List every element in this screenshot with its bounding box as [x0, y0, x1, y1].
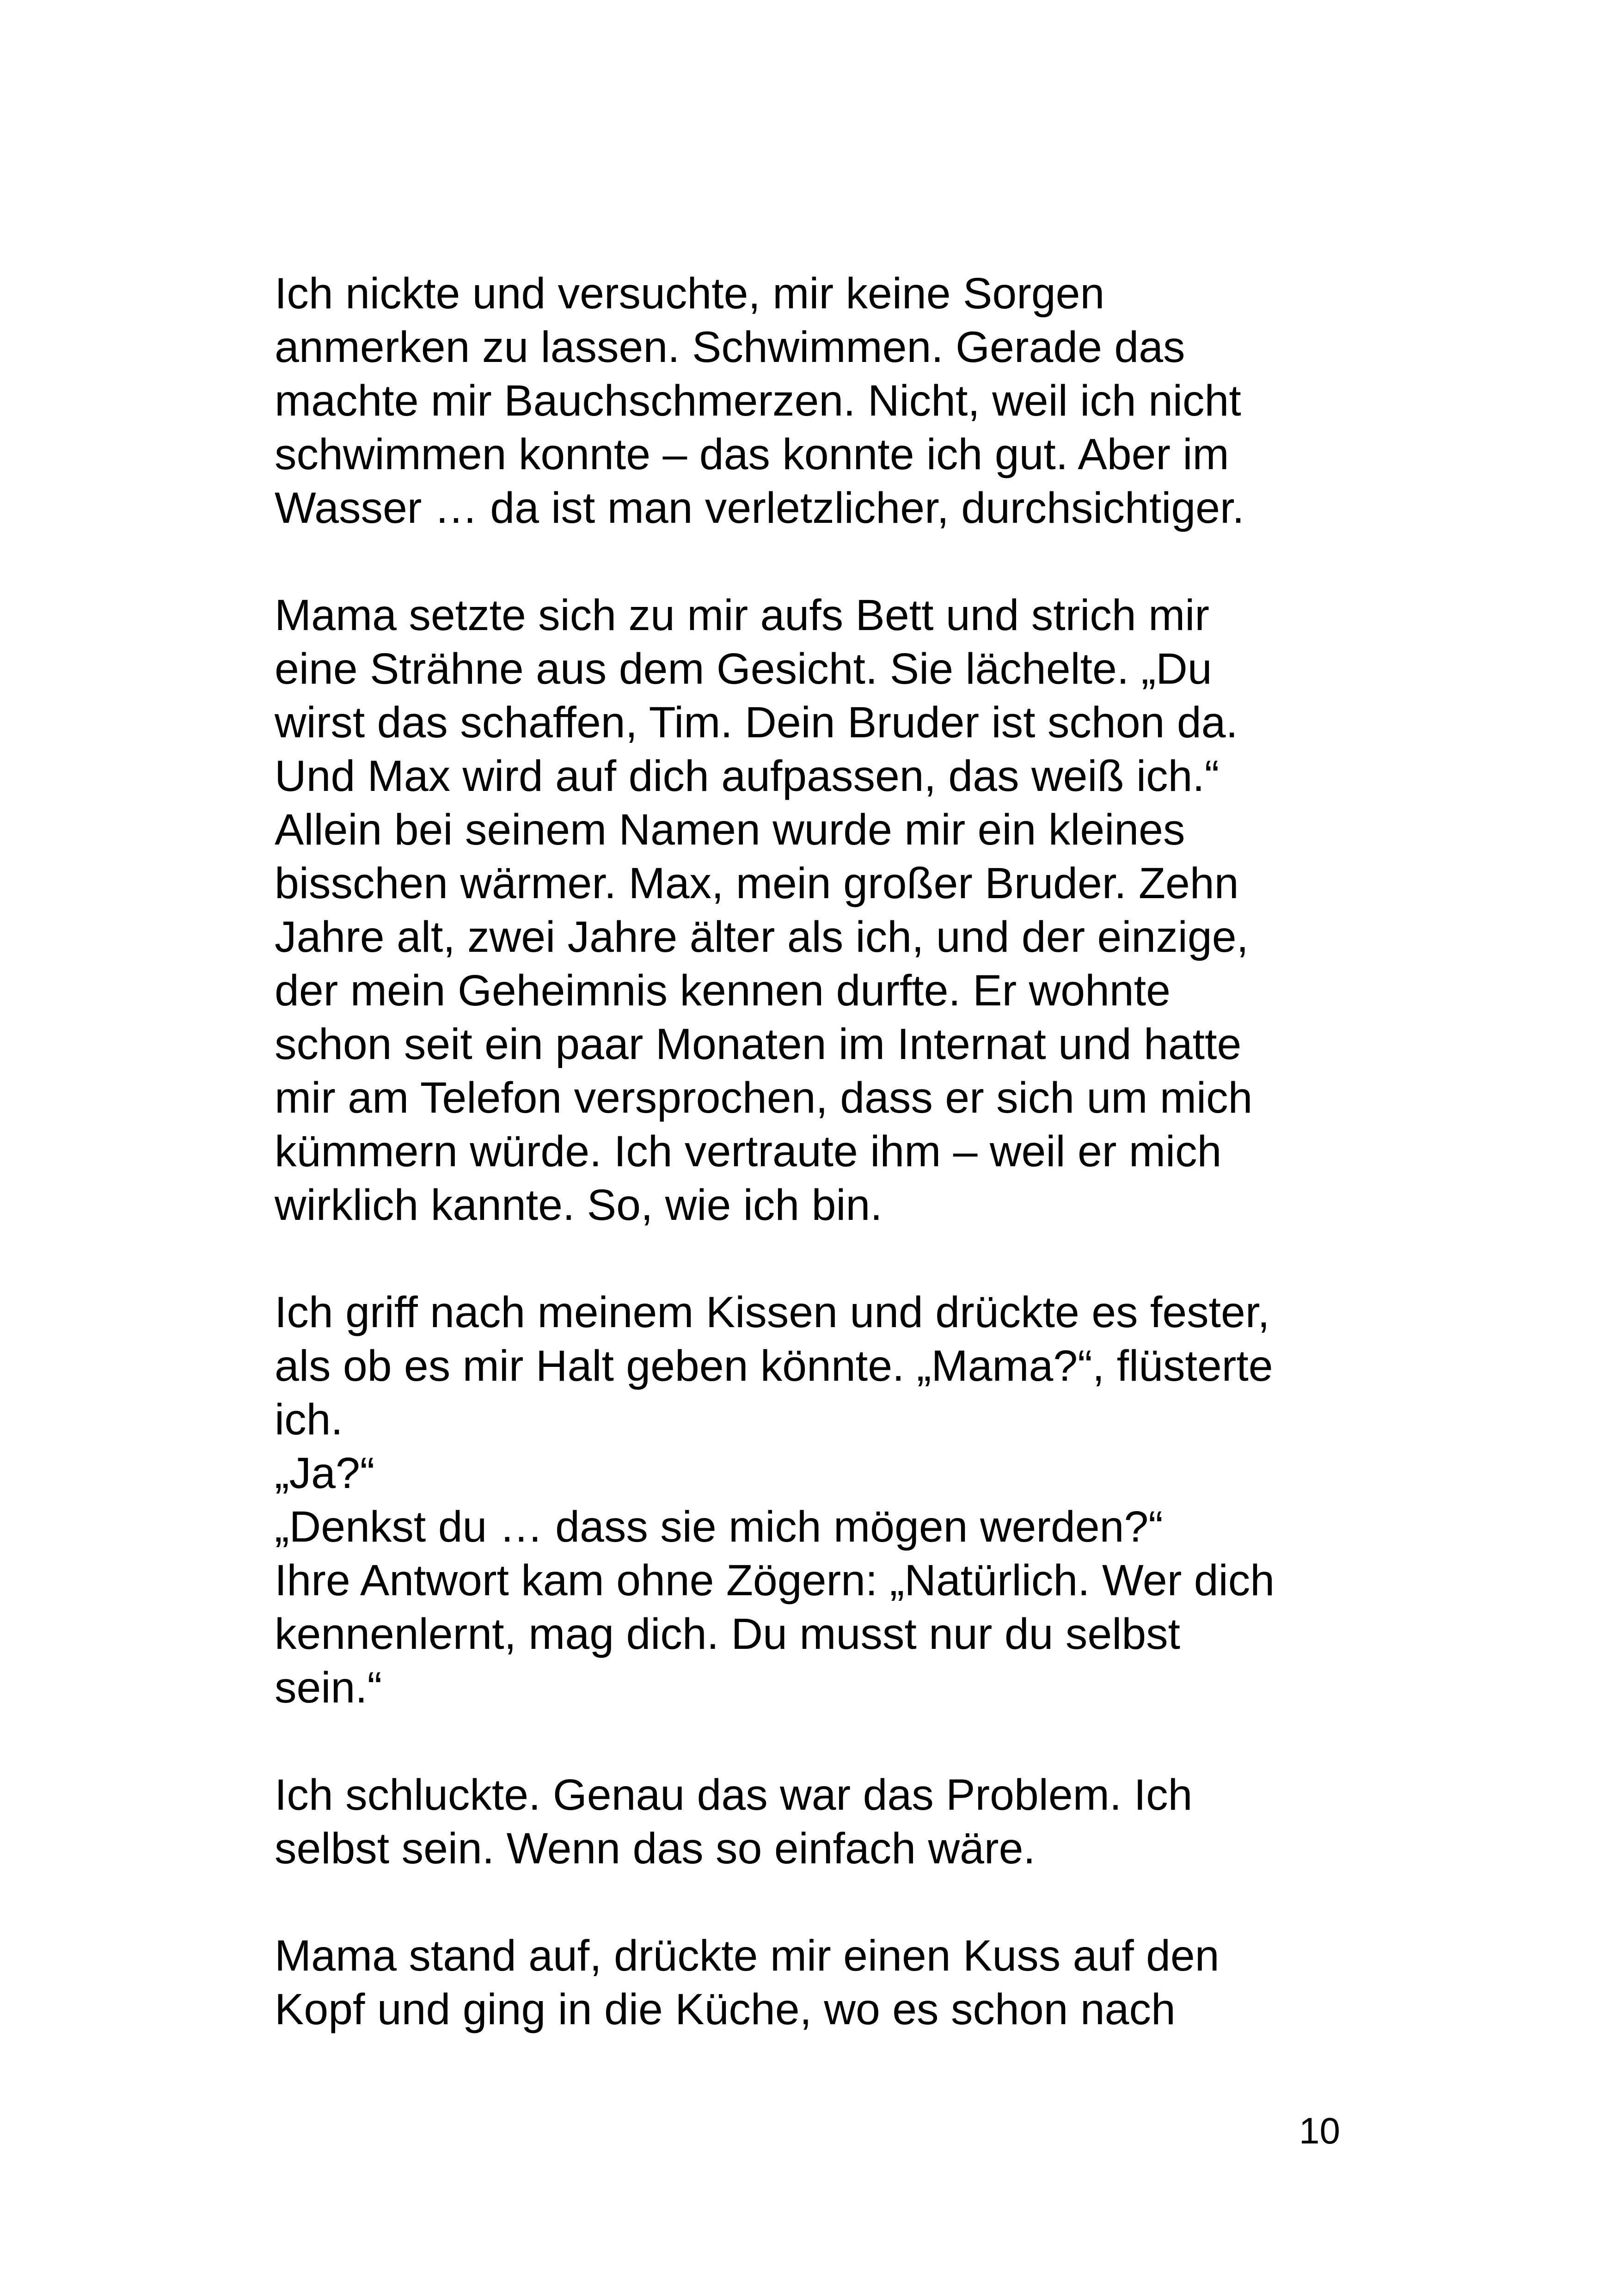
text-line: wirst das schaffen, Tim. Dein Bruder ist schon da. [275, 698, 1238, 747]
text-line: wirklich kannte. So, wie ich bin. [275, 1181, 883, 1230]
text-line: bisschen wärmer. Max, mein großer Bruder. Zehn [275, 859, 1239, 908]
text-line: anmerken zu lassen. Schwimmen. Gerade das [275, 323, 1185, 372]
text-line: Mama setzte sich zu mir aufs Bett und strich mir [275, 591, 1209, 640]
paragraph-gap [275, 1232, 1393, 1286]
paragraph-gap [275, 1714, 1393, 1768]
text-line: machte mir Bauchschmerzen. Nicht, weil ich nicht [275, 376, 1241, 425]
text-line: „Denkst du … dass sie mich mögen werden?“ [275, 1502, 1163, 1551]
text-line: Allein bei seinem Namen wurde mir ein kleines [275, 805, 1185, 854]
text-line: eine Strähne aus dem Gesicht. Sie lächelte. „Du [275, 644, 1212, 693]
text-line: als ob es mir Halt geben könnte. „Mama?“, flüsterte [275, 1341, 1273, 1390]
paragraph-2 [275, 588, 1393, 1232]
paragraph-gap [275, 535, 1393, 588]
text-line: Mama stand auf, drückte mir einen Kuss auf den [275, 1931, 1220, 1980]
text-line: der mein Geheimnis kennen durfte. Er wohnte [275, 966, 1171, 1015]
text-line: kennenlernt, mag dich. Du musst nur du selbst [275, 1610, 1181, 1659]
text-line: Ihre Antwort kam ohne Zögern: „Natürlich. Wer dich [275, 1556, 1275, 1605]
text-line: mir am Telefon versprochen, dass er sich um mich [275, 1073, 1253, 1122]
paragraph-4 [275, 1768, 1393, 1875]
text-line: Und Max wird auf dich aufpassen, das weiß ich.“ [275, 752, 1220, 801]
text-line: schon seit ein paar Monaten im Internat und hatte [275, 1020, 1242, 1069]
text-line: ich. [275, 1395, 343, 1444]
text-line: „Ja?“ [275, 1449, 375, 1498]
text-line: Ich nickte und versuchte, mir keine Sorgen [275, 269, 1105, 318]
paragraph-3 [275, 1286, 1393, 1714]
page-number: 10 [1299, 2110, 1340, 2151]
text-line: selbst sein. Wenn das so einfach wäre. [275, 1824, 1036, 1873]
text-line: Ich schluckte. Genau das war das Problem. Ich [275, 1770, 1193, 1819]
text-line: kümmern würde. Ich vertraute ihm – weil er mich [275, 1127, 1222, 1176]
text-line: sein.“ [275, 1663, 382, 1712]
text-line: Jahre alt, zwei Jahre älter als ich, und der einzige, [275, 912, 1249, 961]
text-line: Wasser … da ist man verletzlicher, durchsichtiger. [275, 484, 1244, 533]
text-line: schwimmen konnte – das konnte ich gut. Aber im [275, 430, 1229, 479]
paragraph-5 [275, 1929, 1393, 2036]
paragraph-1 [275, 267, 1393, 535]
body-text [275, 267, 1393, 2036]
text-line: Kopf und ging in die Küche, wo es schon nach [275, 1985, 1176, 2034]
text-line: Ich griff nach meinem Kissen und drückte es fester, [275, 1288, 1270, 1337]
paragraph-gap [275, 1875, 1393, 1929]
